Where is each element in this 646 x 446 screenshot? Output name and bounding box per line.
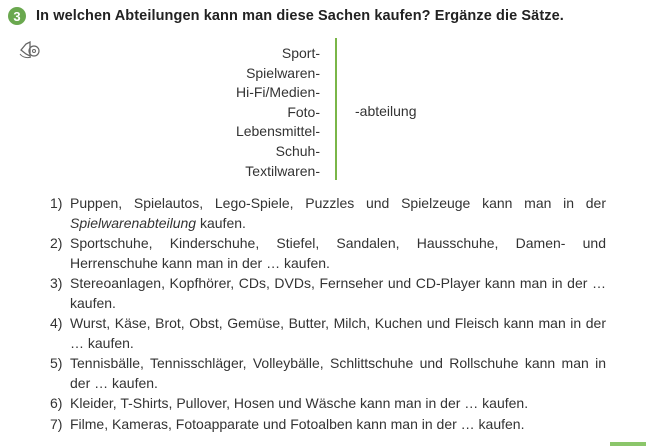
sentence-text: Filme, Kameras, Fotoapparate und Fotoalben kann man in der … kaufen.: [70, 415, 525, 432]
sentence-number: 3): [50, 275, 63, 291]
sentence-number: 6): [50, 395, 63, 411]
word-part: Sport-: [281, 45, 320, 61]
word-parts-list: [236, 44, 320, 181]
task-title: In welchen Abteilungen kann man diese Sachen kaufen? Ergänze die Sätze.: [36, 8, 564, 24]
sentence-item: [50, 354, 606, 393]
task-number-badge: 3: [8, 7, 26, 25]
sentence-number: 1): [50, 195, 63, 211]
word-part: Spielwaren-: [246, 64, 320, 81]
sentence-item: [50, 234, 606, 273]
word-part: Textilwaren-: [245, 162, 320, 179]
sentence-number: 4): [50, 315, 63, 331]
example-answer: Spielwarenabteilung: [70, 214, 197, 231]
word-part: Lebensmittel-: [235, 123, 320, 140]
sentence-text: Tennisbälle, Tennisschläger, Volleybälle, Schlittschuhe und Rollschuhe kann man in der … kaufen.: [70, 355, 606, 391]
sentence-item: [50, 314, 606, 353]
sentence-item: [50, 274, 606, 313]
sentence-item: [50, 194, 606, 233]
sentence-text: Sportschuhe, Kinderschuhe, Stiefel, Sandalen, Hausschuhe, Damen- und Herrenschuhe kann man in der … kaufen.: [70, 235, 606, 271]
sentence-text: Stereoanlagen, Kopfhörer, CDs, DVDs, Fernseher und CD-Player kann man in der … kaufen.: [70, 275, 606, 311]
sentence-text: Puppen, Spielautos, Lego-Spiele, Puzzles und Spielzeuge kann man in der Spielwarenabteilung kaufen.: [70, 195, 606, 231]
sentence-number: 2): [50, 235, 63, 251]
speaker-cd-icon[interactable]: [18, 38, 42, 60]
word-part: Schuh-: [275, 142, 320, 159]
divider-line: [335, 38, 337, 180]
sentence-list: [50, 194, 606, 435]
suffix-abteilung: -abteilung: [355, 103, 417, 119]
corner-decoration: [610, 442, 646, 446]
sentence-number: 5): [50, 355, 63, 371]
word-part: Foto-: [287, 103, 320, 120]
task-header: [8, 7, 564, 25]
sentence-item: [50, 394, 606, 414]
sentence-text: Wurst, Käse, Brot, Obst, Gemüse, Butter, Milch, Kuchen und Fleisch kann man in der … kaufen.: [70, 315, 606, 351]
word-part: Hi-Fi/Medien-: [235, 84, 320, 101]
sentence-number: 7): [50, 415, 63, 432]
sentence-item: [50, 415, 606, 435]
sentence-text: Kleider, T-Shirts, Pullover, Hosen und Wäsche kann man in der … kaufen.: [70, 395, 529, 411]
